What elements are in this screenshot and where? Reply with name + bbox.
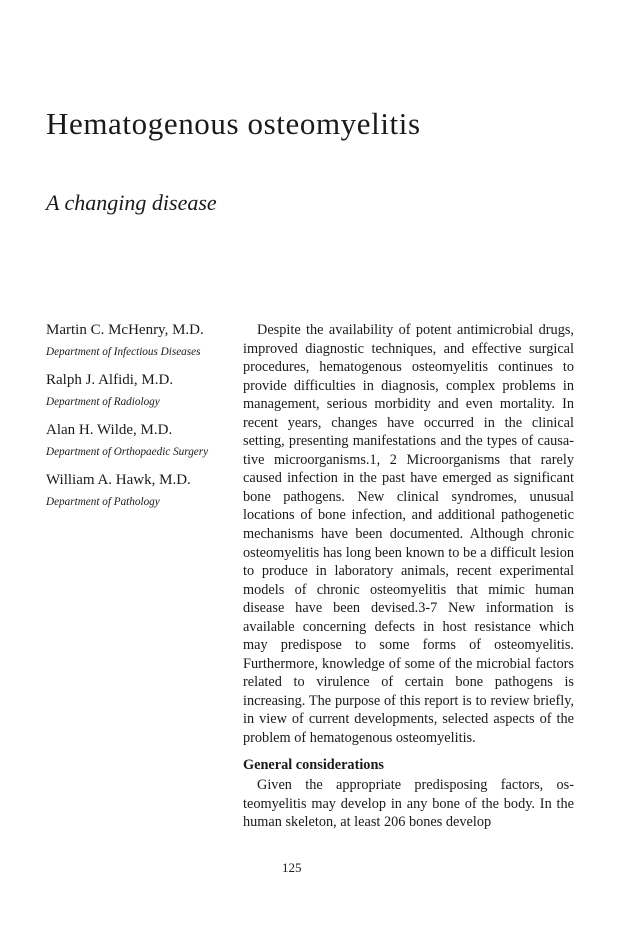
author-name: Martin C. McHenry, M.D. — [46, 322, 204, 338]
author-entry — [46, 471, 246, 509]
intro-paragraph: Despite the availability of potent antimicrobial drugs, improved diagnostic techniques, and effective surgical procedures, hematogenous osteomyelitis continues to provide difficulties in diagnosis, complex problems in management, serious morbidity and even mortality. In recent years, changes have occurred in the clinical setting, presenting manifestations and the types of causative microorganisms.1, 2 Microorganisms that rarely caused infection in the past have emerged as significant bone pathogens. New clinical syndromes, unusual locations of bone infection, and additional pathogenetic mechanisms have been documented. Although chronic osteomyelitis has long been known to be a difficult lesion to produce in laboratory animals, recent experimental models of chronic osteomyelitis that mimic human disease have been devised.3-7 New information is available concerning defects in host resistance which may predispose to some forms of osteomyelitis. Furthermore, knowledge of some of the microbial factors related to virulence of certain bone pathogens is increasing. The purpose of this report is to review briefly, in view of current developments, selected aspects of the problem of hematogenous osteomyelitis. — [243, 322, 574, 747]
author-department: Department of Infectious Diseases — [46, 346, 201, 358]
section-paragraph: Given the appropriate predisposing factors, osteomyelitis may develop in any bone of the body. In the human skeleton, at least 206 bones develop — [243, 777, 574, 831]
page-number: 125 — [282, 860, 302, 875]
section-heading: General considerations — [243, 756, 384, 773]
article-subtitle: A changing disease — [46, 190, 217, 215]
author-department: Department of Radiology — [46, 396, 160, 408]
author-name: Ralph J. Alfidi, M.D. — [46, 372, 174, 388]
article-title: Hematogenous osteomyelitis — [46, 106, 421, 141]
author-name: William A. Hawk, M.D. — [46, 472, 191, 488]
article-body — [243, 321, 574, 832]
author-list — [46, 321, 246, 521]
author-entry — [46, 371, 246, 409]
author-entry — [46, 321, 246, 359]
author-name: Alan H. Wilde, M.D. — [46, 422, 173, 438]
author-entry — [46, 421, 246, 459]
author-department: Department of Pathology — [46, 496, 160, 508]
author-department: Department of Orthopaedic Surgery — [46, 446, 209, 458]
